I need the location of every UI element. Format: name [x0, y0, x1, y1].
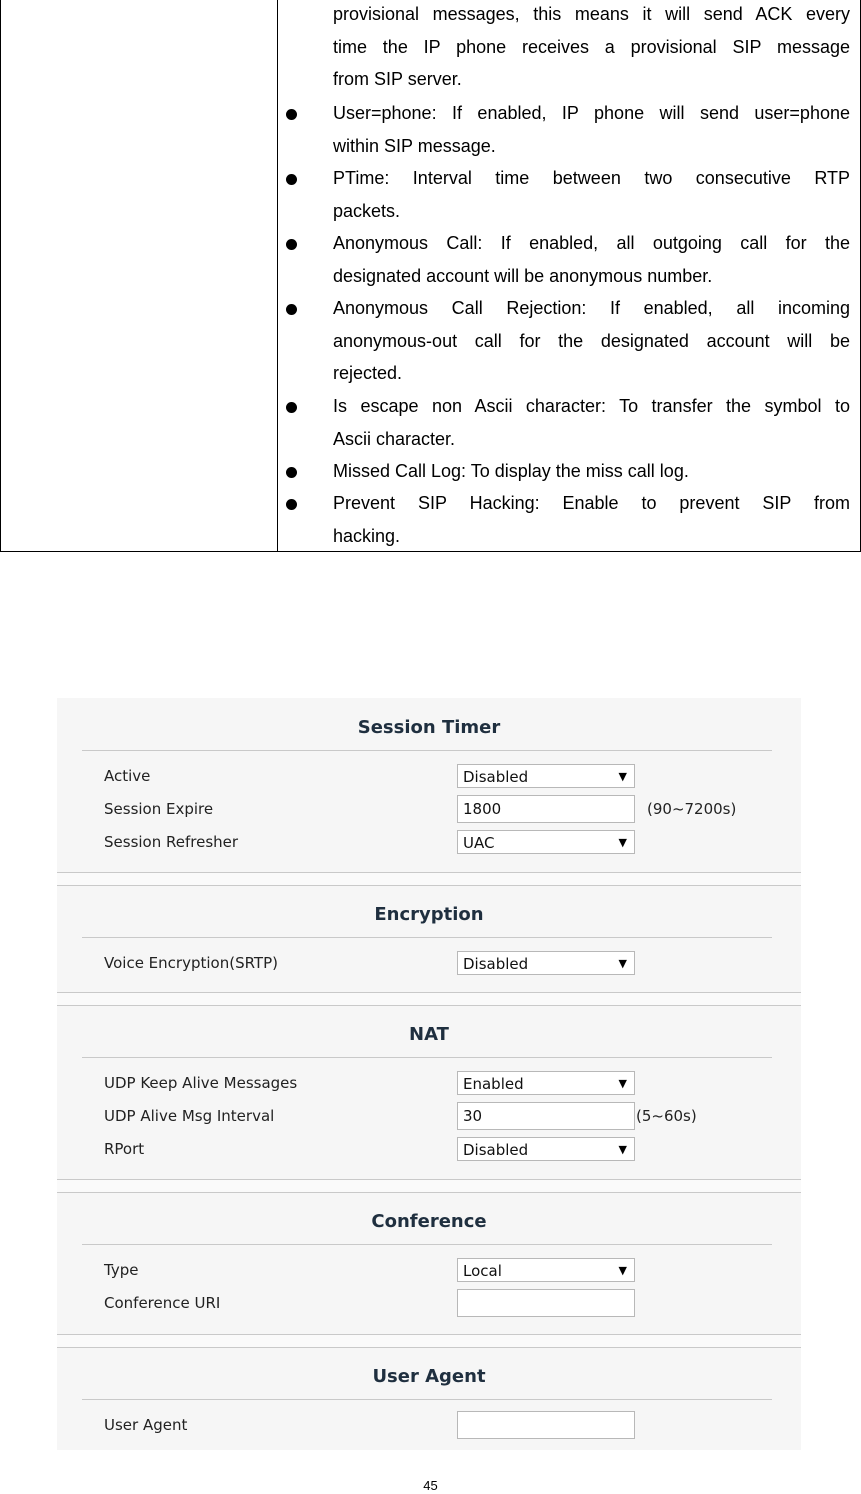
divider [82, 937, 772, 938]
description-table [0, 0, 861, 552]
active-select-value: Disabled [463, 768, 529, 786]
text-line: Missed Call Log: To display the miss call log. [333, 461, 689, 481]
udp-keep-alive-select[interactable] [457, 1071, 635, 1095]
bullet-icon [286, 304, 297, 315]
session-expire-input[interactable]: 1800 [457, 795, 635, 823]
text-line: within SIP message. [333, 135, 496, 156]
text-line: PTime: Interval time between two consecutive RTP [333, 168, 850, 188]
bullet-icon [286, 239, 297, 250]
section-title-conference: Conference [371, 1211, 487, 1232]
text-line: anonymous-out call for the designated account will be [333, 330, 850, 351]
section-separator [57, 1179, 801, 1193]
dropdown-arrow-icon: ▼ [618, 836, 627, 849]
paragraph-ptime [333, 162, 850, 227]
conference-type-select[interactable] [457, 1258, 635, 1282]
dropdown-arrow-icon: ▼ [618, 770, 627, 783]
session-refresher-label: Session Refresher [104, 833, 239, 851]
section-separator [57, 1334, 801, 1348]
dropdown-arrow-icon: ▼ [618, 1264, 627, 1277]
text-line: rejected. [333, 363, 403, 383]
dropdown-arrow-icon: ▼ [618, 957, 627, 970]
text-line: Anonymous Call Rejection: If enabled, all incoming [333, 298, 850, 318]
divider [82, 1399, 772, 1400]
conference-uri-label: Conference URI [104, 1294, 221, 1312]
bullet-icon [286, 174, 297, 185]
section-separator [57, 992, 801, 1006]
paragraph-anonymous-call [333, 227, 850, 292]
paragraph-missed-call [333, 455, 850, 488]
udp-keep-alive-value: Enabled [463, 1075, 524, 1093]
srtp-select-value: Disabled [463, 955, 529, 973]
dropdown-arrow-icon: ▼ [618, 1143, 627, 1156]
session-refresher-select[interactable] [457, 830, 635, 854]
divider [82, 1244, 772, 1245]
udp-alive-interval-hint: (5~60s) [636, 1107, 697, 1125]
section-title-encryption: Encryption [374, 904, 484, 925]
bullet-icon [286, 109, 297, 120]
active-label: Active [104, 767, 151, 785]
settings-screenshot [57, 698, 801, 1450]
text-line: Prevent SIP Hacking: Enable to prevent SIP from [333, 493, 850, 513]
session-expire-label: Session Expire [104, 800, 214, 818]
text-line: from SIP server. [333, 69, 462, 89]
rport-label: RPort [104, 1140, 145, 1158]
dropdown-arrow-icon: ▼ [618, 1077, 627, 1090]
section-title-session-timer: Session Timer [357, 717, 501, 738]
rport-select[interactable] [457, 1137, 635, 1161]
paragraph-user-phone [333, 97, 850, 162]
text-line: packets. [333, 200, 401, 221]
text-line: designated account will be anonymous number. [333, 265, 713, 286]
session-expire-hint: (90~7200s) [647, 800, 737, 818]
udp-alive-interval-label: UDP Alive Msg Interval [104, 1107, 275, 1125]
text-line: hacking. [333, 525, 401, 546]
divider [82, 750, 772, 751]
section-title-user-agent: User Agent [372, 1366, 486, 1387]
paragraph-escape-ascii [333, 390, 850, 455]
srtp-select[interactable] [457, 951, 635, 975]
divider [82, 1057, 772, 1058]
conference-type-label: Type [104, 1261, 139, 1279]
user-agent-input[interactable] [457, 1411, 635, 1439]
user-agent-label: User Agent [104, 1416, 188, 1434]
bullet-icon [286, 402, 297, 413]
text-line: User=phone: If enabled, IP phone will send user=phone [333, 103, 850, 123]
paragraph-anonymous-rejection [333, 292, 850, 390]
text-line: Is escape non Ascii character: To transfer the symbol to [333, 396, 850, 416]
text-line: time the IP phone receives a provisional SIP message [333, 36, 850, 57]
udp-alive-interval-input[interactable]: 30 [457, 1102, 635, 1130]
text-line: Anonymous Call: If enabled, all outgoing call for the [333, 233, 850, 253]
text-line: provisional messages, this means it will send ACK every [333, 4, 850, 24]
paragraph-prevent-hacking [333, 487, 850, 552]
rport-select-value: Disabled [463, 1141, 529, 1159]
active-select[interactable] [457, 764, 635, 788]
page-number: 45 [423, 1478, 438, 1493]
conference-uri-input[interactable] [457, 1289, 635, 1317]
table-right-cell [278, 0, 860, 551]
udp-keep-alive-label: UDP Keep Alive Messages [104, 1074, 298, 1092]
conference-type-value: Local [463, 1262, 502, 1280]
srtp-label: Voice Encryption(SRTP) [104, 954, 278, 972]
bullet-icon [286, 499, 297, 510]
session-refresher-value: UAC [463, 834, 495, 852]
text-line: Ascii character. [333, 428, 456, 449]
paragraph-provisional [333, 0, 850, 96]
section-separator [57, 872, 801, 886]
bullet-icon [286, 467, 297, 478]
section-title-nat: NAT [409, 1024, 449, 1045]
table-left-cell [1, 0, 278, 551]
